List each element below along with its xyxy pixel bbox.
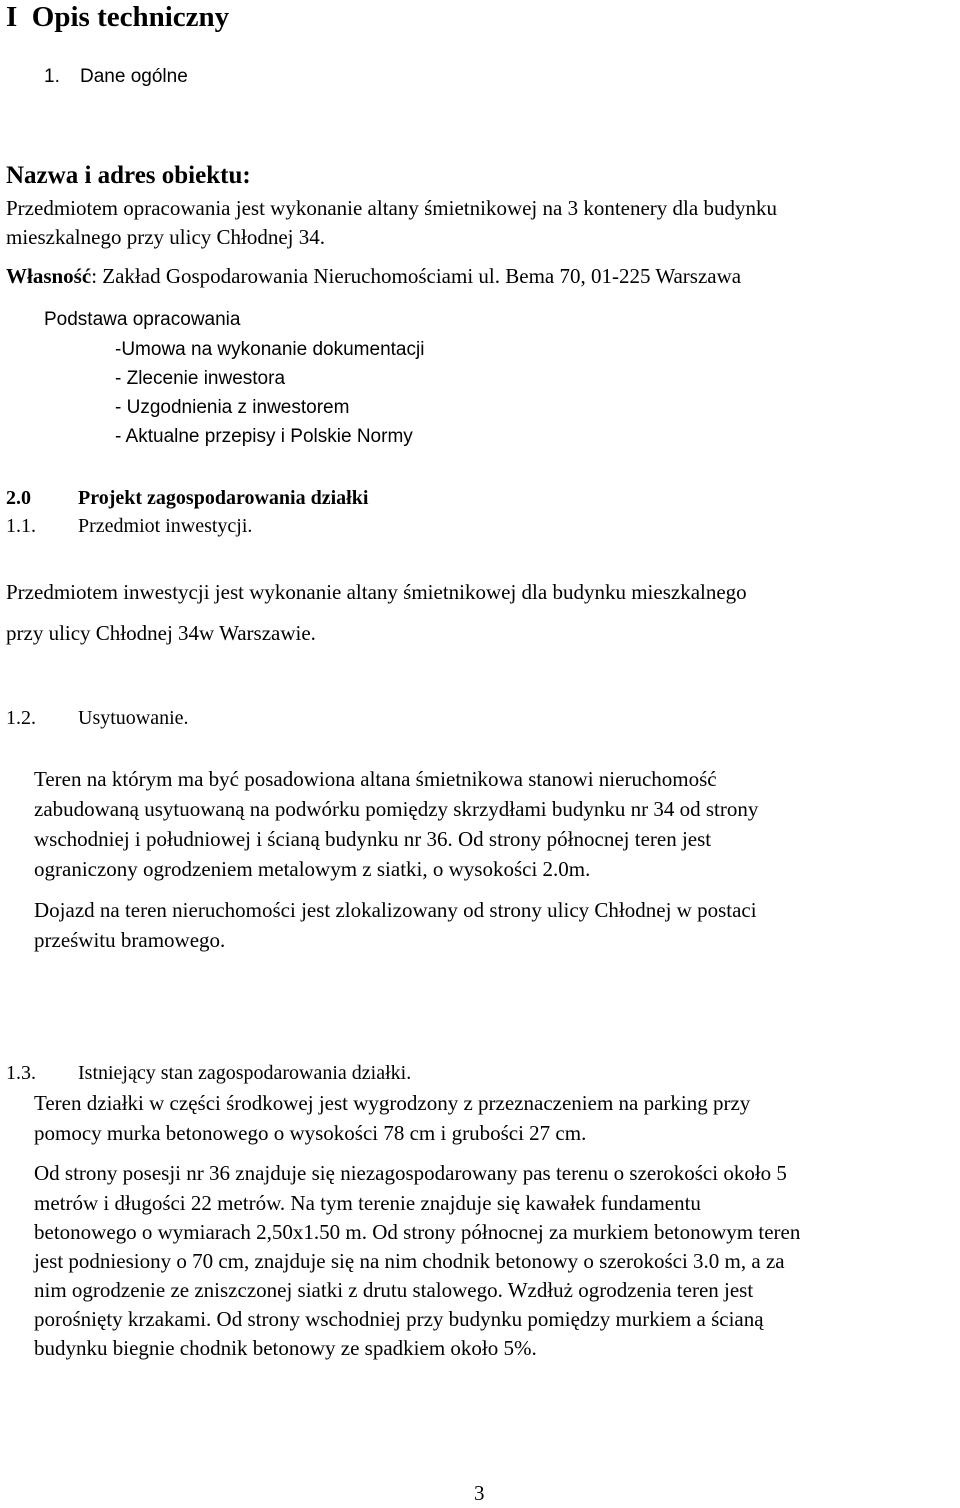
heading-title: Opis techniczny bbox=[31, 1, 230, 33]
paragraph-line: jest podniesiony o 70 cm, znajduje się na nim chodnik betonowy o szerokości 3.0 m, a za bbox=[34, 1249, 785, 1273]
ownership-text: : Zakład Gospodarowania Nieruchomościami ul. Bema 70, 01-225 Warszawa bbox=[91, 264, 742, 288]
subsection-1-2-heading bbox=[6, 704, 189, 733]
paragraph-line: porośnięty krzakami. Od strony wschodniej przy budynku pomiędzy murkiem a ścianą bbox=[34, 1307, 764, 1331]
ownership-line bbox=[6, 262, 741, 291]
basis-item: - Uzgodnienia z inwestorem bbox=[115, 397, 350, 418]
section-title: Projekt zagospodarowania działki bbox=[78, 487, 369, 509]
paragraph-line: ograniczony ogrodzeniem metalowym z siatki, o wysokości 2.0m. bbox=[34, 857, 591, 881]
paragraph-line: pomocy murka betonowego o wysokości 78 cm i grubości 27 cm. bbox=[34, 1121, 587, 1145]
paragraph-line: Teren działki w części środkowej jest wygrodzony z przeznaczeniem na parking przy bbox=[34, 1091, 751, 1115]
paragraph-line: przy ulicy Chłodnej 34w Warszawie. bbox=[6, 621, 316, 645]
paragraph-line: Dojazd na teren nieruchomości jest zlokalizowany od strony ulicy Chłodnej w postaci bbox=[34, 898, 757, 922]
paragraph-line: metrów i długości 22 metrów. Na tym terenie znajduje się kawałek fundamentu bbox=[34, 1191, 701, 1215]
paragraph-line: wschodniej i południowej i ścianą budynku nr 36. Od strony północnej teren jest bbox=[34, 827, 712, 851]
paragraph-line: betonowego o wymiarach 2,50x1.50 m. Od strony północnej za murkiem betonowym teren bbox=[34, 1220, 801, 1244]
paragraph-line: budynku biegnie chodnik betonowy ze spadkiem około 5%. bbox=[34, 1336, 537, 1360]
section-1-heading bbox=[44, 62, 188, 91]
subsection-title: Istniejący stan zagospodarowania działki. bbox=[78, 1062, 412, 1084]
object-description-line: Przedmiotem opracowania jest wykonanie altany śmietnikowej na 3 kontenery dla budynku bbox=[6, 196, 777, 220]
subsection-number: 1.2. bbox=[6, 707, 36, 729]
subsection-title: Usytuowanie. bbox=[78, 707, 189, 729]
section-number: 1. bbox=[44, 66, 60, 87]
object-description-line: mieszkalnego przy ulicy Chłodnej 34. bbox=[6, 225, 326, 249]
basis-item: - Zlecenie inwestora bbox=[115, 368, 286, 389]
paragraph-line: Przedmiotem inwestycji jest wykonanie altany śmietnikowej dla budynku mieszkalnego bbox=[6, 580, 747, 604]
section-2-heading bbox=[6, 484, 368, 513]
paragraph-line: Od strony posesji nr 36 znajduje się niezagospodarowany pas terenu o szerokości około 5 bbox=[34, 1161, 787, 1185]
paragraph-line: prześwitu bramowego. bbox=[34, 928, 226, 952]
subsection-number: 1.1. bbox=[6, 515, 36, 537]
object-name-heading: Nazwa i adres obiektu: bbox=[6, 162, 251, 189]
document-heading bbox=[6, 0, 229, 34]
basis-item: - Aktualne przepisy i Polskie Normy bbox=[115, 426, 413, 447]
subsection-1-3-heading bbox=[6, 1059, 411, 1088]
paragraph-line: nim ogrodzenie ze zniszczonej siatki z drutu stalowego. Wzdłuż ogrodzenia teren jest bbox=[34, 1278, 754, 1302]
subsection-number: 1.3. bbox=[6, 1062, 36, 1084]
heading-number: I bbox=[6, 1, 18, 33]
basis-item: -Umowa na wykonanie dokumentacji bbox=[115, 339, 425, 360]
ownership-label: Własność bbox=[6, 264, 92, 288]
page-number: 3 bbox=[474, 1481, 485, 1505]
basis-title: Podstawa opracowania bbox=[44, 309, 241, 330]
subsection-title: Przedmiot inwestycji. bbox=[78, 515, 253, 537]
section-title: Dane ogólne bbox=[80, 66, 188, 87]
section-number: 2.0 bbox=[6, 487, 31, 509]
subsection-1-1-heading bbox=[6, 512, 252, 541]
paragraph-line: Teren na którym ma być posadowiona altana śmietnikowa stanowi nieruchomość bbox=[34, 767, 717, 791]
paragraph-line: zabudowaną usytuowaną na podwórku pomiędzy skrzydłami budynku nr 34 od strony bbox=[34, 797, 759, 821]
